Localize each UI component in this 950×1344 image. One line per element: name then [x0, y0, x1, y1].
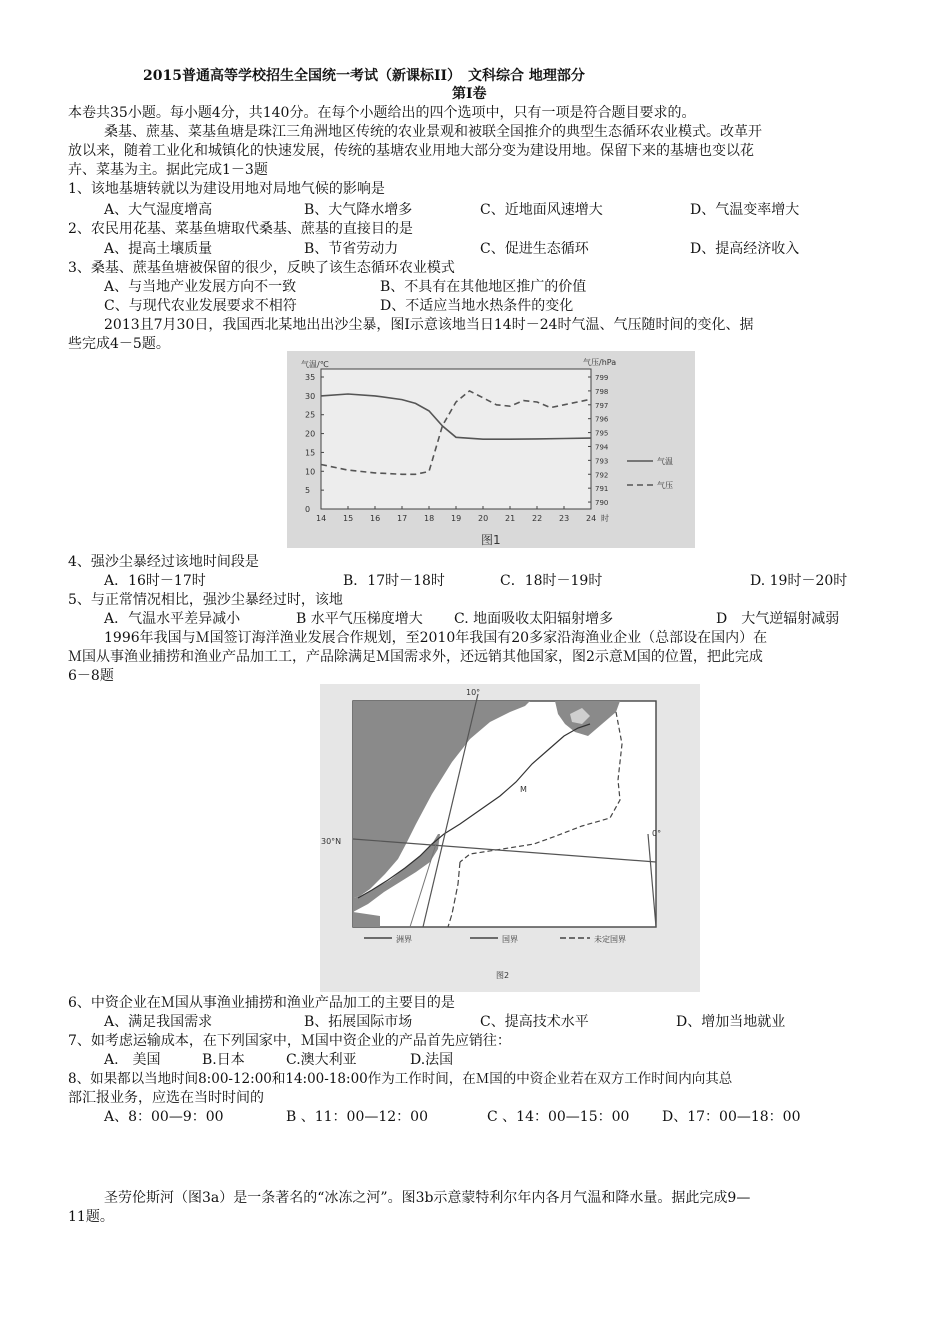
y-tick-label: 15	[305, 448, 316, 458]
question-2-option-c: C、促进生态循环	[480, 241, 589, 257]
question-5-option-c: C. 地面吸收太阳辐射增多	[454, 611, 614, 627]
question-7-stem: 7、如考虑运输成本，在下列国家中，Ｍ国中资企业的产品首先应销往：	[68, 1033, 511, 1049]
x-tick-label: 21	[505, 514, 516, 523]
question-5-option-d: D 大气逆辐射减弱	[716, 611, 840, 627]
label-10-degree: 10°	[466, 688, 481, 697]
question-3-option-b: B、不具有在其他地区推广的价值	[380, 279, 587, 295]
x-tick-label: 24	[586, 514, 597, 523]
passage-2-line: 些完成4－5题。	[68, 336, 170, 352]
y-tick-label: 10	[305, 467, 316, 477]
x-axis-label: 时	[601, 514, 609, 523]
x-tick-label: 19	[451, 514, 462, 523]
passage-4-line: 11题。	[68, 1209, 114, 1225]
question-8-option-a: A、8：00—9：00	[104, 1109, 224, 1125]
question-4-option-a: A．16时－17时	[104, 573, 206, 589]
question-7-option-a: A. 美国	[104, 1052, 161, 1068]
question-6-option-b: B、拓展国际市场	[304, 1014, 413, 1030]
question-7-option-d: D.法国	[410, 1052, 454, 1068]
question-6-option-a: A、满足我国需求	[104, 1014, 213, 1030]
x-tick-label: 22	[532, 514, 543, 523]
question-8-stem-line-1: 8、如果都以当地时间8:00-12:00和14:00-18:00作为工作时间，在Ｍ国的中资企业若在双方工作时间内向其总	[68, 1071, 733, 1087]
legend-border-label: 国界	[502, 935, 518, 944]
x-tick-label: 20	[478, 514, 489, 523]
question-8-option-c: C 、14：00—15：00	[487, 1109, 630, 1125]
question-2-option-a: A、提高土壤质量	[104, 241, 213, 257]
figure-2-caption: 图2	[496, 971, 510, 980]
passage-2-line: 2013且7月30日，我国西北某地出出沙尘暴，图Ⅰ示意该地当日14时－24时气温、气压随时间的变化、据	[104, 317, 754, 333]
y-tick-label: 0	[305, 505, 311, 514]
question-8-option-b: B 、11：00—12：00	[286, 1109, 428, 1125]
y2-tick-label: 796	[595, 415, 609, 424]
figure-2-map	[320, 684, 700, 992]
y2-axis-label: 气压/hPa	[583, 358, 617, 367]
x-tick-label: 23	[559, 514, 570, 523]
question-5-stem: 5、与正常情况相比，强沙尘暴经过时，该地	[68, 592, 343, 608]
section-title: 第Ⅰ卷	[452, 86, 487, 102]
question-1-option-c: C、近地面风速增大	[480, 202, 603, 218]
y2-tick-label: 799	[595, 374, 609, 382]
passage-4-line: 圣劳伦斯河（图3a）是一条著名的“冰冻之河”。图3b示意蒙特利尔年内各月气温和降水量。据此完成9—	[104, 1190, 751, 1206]
passage-3-line: Ｍ国从事渔业捕捞和渔业产品加工工，产品除满足Ｍ国需求外，还远销其他国家，图2示意Ｍ国的位置，把此完成	[68, 649, 763, 665]
y-tick-label: 35	[305, 373, 316, 382]
x-tick-label: 14	[316, 514, 327, 523]
country-m-label: M	[520, 785, 527, 794]
legend-temperature-label: 气温	[657, 457, 673, 466]
question-3-stem: 3、桑基、蔗基鱼塘被保留的很少，反映了该生态循环农业模式	[68, 260, 455, 276]
question-4-stem: 4、强沙尘暴经过该地时间段是	[68, 554, 259, 570]
y2-tick-label: 793	[595, 457, 609, 466]
instructions: 本卷共35小题。每小题4分，共140分。在每个小题给出的四个选项中，只有一项是符合题目要求的。	[68, 105, 696, 121]
legend-undetermined-label: 未定国界	[594, 935, 626, 944]
figure-1-caption: 图1	[481, 533, 501, 547]
question-7-option-c: C.澳大利亚	[286, 1052, 357, 1068]
label-30n: 30°N	[321, 837, 342, 846]
y2-tick-label: 795	[595, 429, 609, 438]
legend-continent-label: 洲界	[396, 935, 412, 944]
question-2-option-b: B、节省劳动力	[304, 241, 399, 257]
passage-1-line: 卉、菜基为主。据此完成1－3题	[68, 162, 268, 178]
question-4-option-c: C．18时－19时	[500, 573, 603, 589]
question-1-stem: 1、该地基塘转就以为建设用地对局地气候的影响是	[68, 181, 385, 197]
question-1-option-a: A、大气湿度增高	[104, 202, 213, 218]
question-3-option-c: C、与现代农业发展要求不相符	[104, 298, 297, 314]
question-7-option-b: B.日本	[202, 1052, 245, 1068]
question-5-option-a: A．气温水平差异减小	[104, 611, 241, 627]
y2-tick-label: 792	[595, 471, 609, 480]
label-0-degree: 0°	[652, 829, 662, 838]
figure-1-chart	[287, 351, 695, 548]
legend-pressure-label: 气压	[657, 481, 673, 490]
question-5-option-b: B 水平气压梯度增大	[296, 611, 423, 627]
question-8-stem-line-2: 部汇报业务，应选在当时时间的	[68, 1090, 264, 1106]
y2-tick-label: 794	[595, 443, 609, 452]
y2-tick-label: 797	[595, 401, 609, 410]
question-8-option-d: D、17：00—18：00	[662, 1109, 801, 1125]
page-title: 2015普通高等学校招生全国统一考试（新课标II） 文科综合 地理部分	[143, 68, 585, 84]
y-axis-label: 气温/℃	[301, 360, 329, 369]
y-tick-label: 25	[305, 410, 316, 420]
question-4-option-b: B．17时－18时	[343, 573, 445, 589]
question-2-option-d: D、提高经济收入	[690, 241, 800, 257]
x-tick-label: 15	[343, 514, 354, 523]
question-1-option-d: D、气温变率增大	[690, 202, 800, 218]
x-tick-label: 17	[397, 514, 408, 523]
question-4-option-d: D. 19时－20时	[750, 573, 848, 589]
question-6-option-c: C、提高技术水平	[480, 1014, 589, 1030]
question-2-stem: 2、农民用花基、菜基鱼塘取代桑基、蔗基的直接目的是	[68, 221, 413, 237]
question-6-stem: 6、中资企业在Ｍ国从事渔业捕捞和渔业产品加工的主要目的是	[68, 995, 455, 1011]
y-tick-label: 30	[305, 391, 316, 401]
passage-3-line: 1996年我国与Ｍ国签订海洋渔业发展合作规划，至2010年我国有20多家沿海渔业企业（总部设在国内）在	[104, 630, 768, 646]
x-tick-label: 18	[424, 514, 435, 523]
y-tick-label: 5	[305, 486, 311, 496]
passage-1-line: 放以来，随着工业化和城镇化的快速发展，传统的基塘农业用地大部分变为建设用地。保留下来的基塘也变以花	[68, 143, 754, 159]
y-tick-label: 20	[305, 429, 316, 439]
y2-tick-label: 798	[595, 387, 609, 396]
y2-tick-label: 791	[595, 485, 609, 494]
x-tick-label: 16	[370, 514, 381, 523]
question-3-option-a: A、与当地产业发展方向不一致	[104, 279, 297, 295]
question-6-option-d: D、增加当地就业	[676, 1014, 786, 1030]
y2-tick-label: 790	[595, 499, 609, 508]
passage-1-line: 桑基、蔗基、菜基鱼塘是珠江三角洲地区传统的农业景观和被联全国推介的典型生态循环农业模式。改革开	[104, 124, 762, 140]
passage-3-line: 6－8题	[68, 668, 114, 684]
question-1-option-b: B、大气降水增多	[304, 202, 413, 218]
question-3-option-d: D、不适应当地水热条件的变化	[380, 298, 574, 314]
